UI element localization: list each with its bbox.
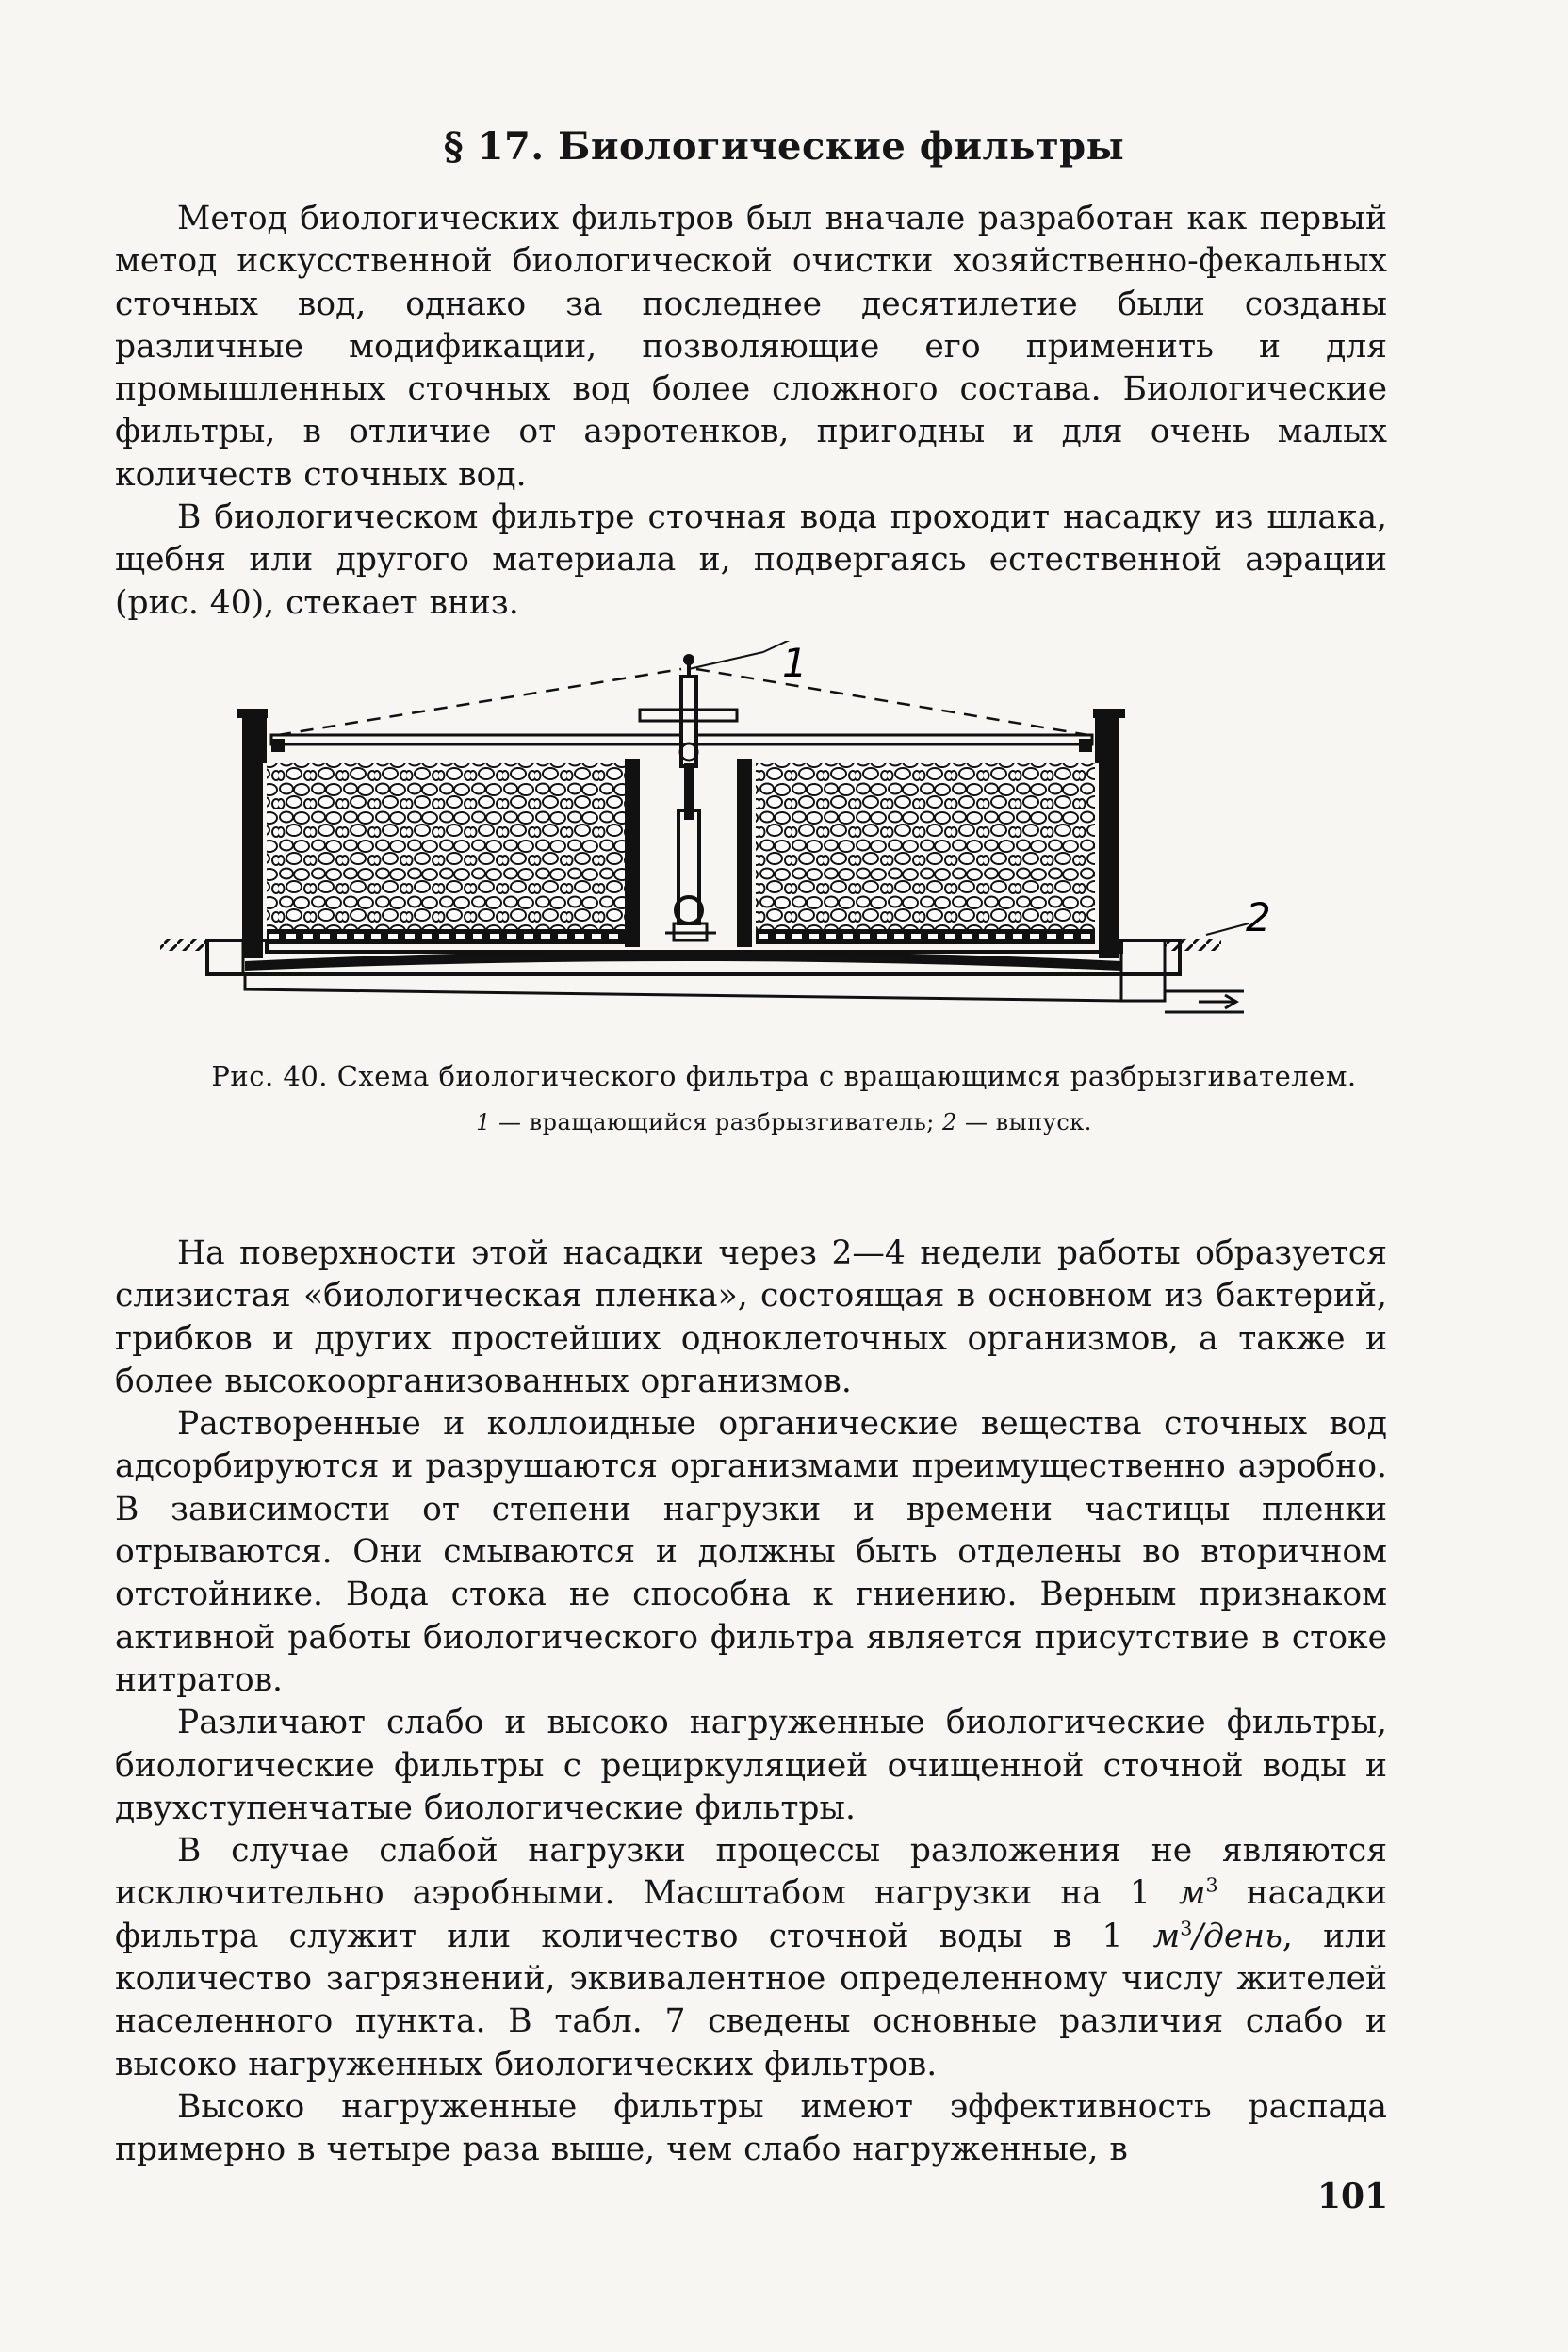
legend-2-number: 2: [942, 1109, 957, 1135]
intro-text: [115, 198, 1387, 625]
paragraph: В биологическом фильтре сточная вода проходит насадку из шлака, щебня или другого материала и, подвергаясь естественной аэрации (рис. 40), стекает вниз.: [115, 498, 1387, 622]
label-sprinkler-number: 1: [782, 641, 808, 686]
section-number: § 17.: [443, 124, 545, 169]
stone-filling-left: [267, 763, 625, 931]
label-outlet-number: 2: [1246, 894, 1271, 940]
section-heading: [0, 124, 1568, 169]
paragraph: Высоко нагруженные фильтры имеют эффективность распада примерно в четыре раза выше, чем слабо нагруженные, в: [115, 2087, 1387, 2169]
legend-1-number: 1: [476, 1109, 491, 1135]
paragraph: Различают слабо и высоко нагруженные биологические фильтры, биологические фильтры с рециркуляцией очищенной сточной воды и двухступенчатые биологические фильтры.: [115, 1704, 1387, 1827]
section-title: Биологические фильтры: [558, 124, 1125, 169]
figure-biofilter-diagram: [151, 641, 1376, 1037]
figure-legend: [0, 1109, 1568, 1135]
central-shaft: [625, 759, 752, 947]
main-text: [115, 1233, 1387, 2172]
paragraph: На поверхности этой насадки через 2—4 недели работы образуется слизистая «биологическая пленка», состоящая в основном из бактерий, грибков и других простейших одноклеточных организмов, а также и более высокоорганизованных организмов.: [115, 1234, 1387, 1400]
drainage-floor: [267, 929, 1095, 944]
paragraph: Растворенные и коллоидные органические вещества сточных вод адсорбируются и разрушаются организмами преимущественно аэробно. В зависимости от степени нагрузки и времени частицы пленки отрываются. Они смываются и должны быть отделены во вторичном отстойнике. Вода стока не способна к гниению. Верным признаком активной работы биологического фильтра является присутствие в стоке нитратов.: [115, 1405, 1387, 1699]
legend-2-text: — выпуск.: [964, 1109, 1092, 1135]
paragraph: В случае слабой нагрузки процессы разложения не являются исключительно аэробными. Масштабом нагрузки на 1 $м^3$ насадки фильтра служит или количество сточной воды в 1 $м^3$/день, или количество загрязнений, эквивалентное определенному числу жителей населенного пункта. В табл. 7 сведены основные различия слабо и высоко нагруженных биологических фильтров.: [115, 1832, 1387, 2083]
paragraph: Метод биологических фильтров был вначале разработан как первый метод искусственной биологической очистки хозяйственно-фекальных сточных вод, однако за последнее десятилетие были созданы различные модификации, позволяющие его применить и для промышленных сточных вод более сложного состава. Биологические фильтры, в отличие от аэротенков, пригодны и для очень малых количеств сточных вод.: [115, 200, 1387, 494]
rotating-sprinkler: [271, 652, 1092, 766]
stone-filling-right: [756, 763, 1095, 931]
page-number: 101: [1317, 2177, 1389, 2216]
tank-base: [207, 940, 1180, 1001]
legend-1-text: — вращающийся разбрызгиватель;: [498, 1109, 935, 1135]
figure-caption: Рис. 40. Схема биологического фильтра с вращающимся разбрызгивателем.: [211, 1060, 1357, 1092]
